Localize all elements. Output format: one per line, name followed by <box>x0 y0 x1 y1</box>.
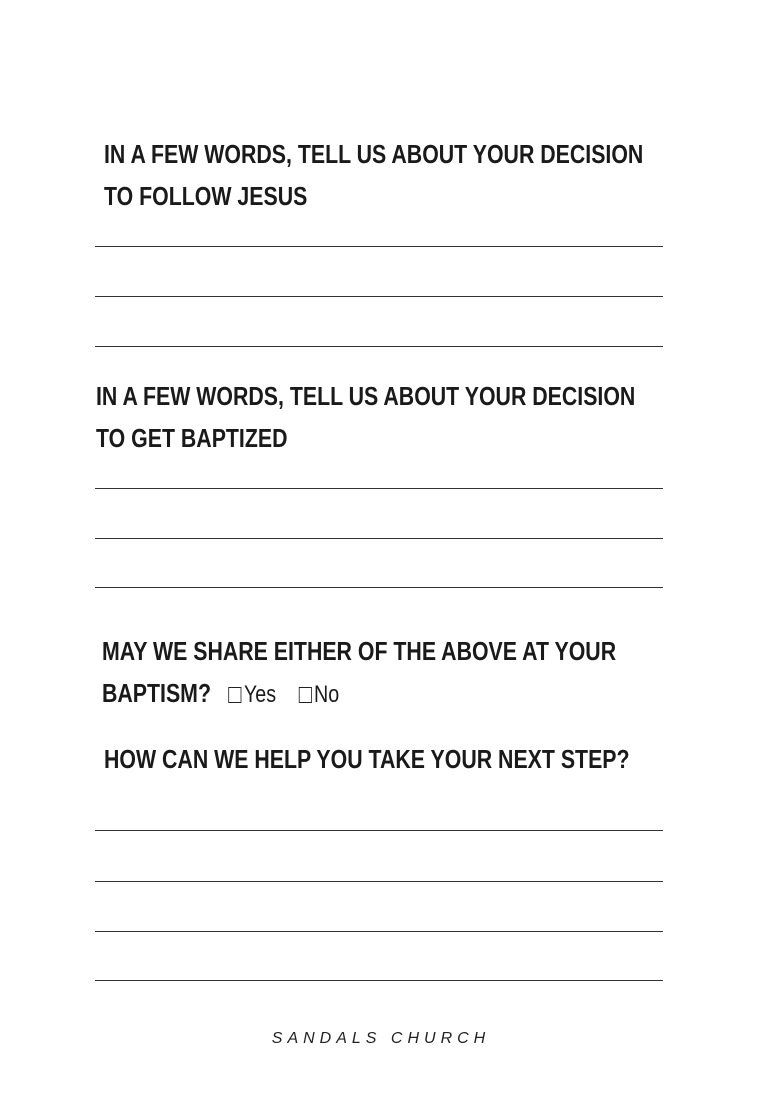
yes-label: Yes <box>243 681 277 708</box>
no-label: No <box>313 681 340 708</box>
question-next-step <box>104 738 630 780</box>
option-no[interactable] <box>298 674 339 716</box>
yes-checkbox[interactable] <box>228 687 241 703</box>
footer-brand: SANDALS CHURCH <box>271 1030 491 1047</box>
question-line: IN A FEW WORDS, TELL US ABOUT YOUR DECISION <box>104 139 644 169</box>
question-line: BAPTISM? <box>102 678 211 708</box>
answer-line-baptized-3[interactable] <box>95 587 663 588</box>
no-checkbox[interactable] <box>298 687 311 703</box>
answer-line-next-step-4[interactable] <box>95 980 663 981</box>
question-line: TO FOLLOW JESUS <box>104 181 308 211</box>
question-follow-jesus <box>104 133 643 217</box>
answer-line-next-step-2[interactable] <box>95 881 663 882</box>
question-line: IN A FEW WORDS, TELL US ABOUT YOUR DECISION <box>96 381 636 411</box>
question-line: MAY WE SHARE EITHER OF THE ABOVE AT YOUR <box>102 636 617 666</box>
answer-line-baptized-2[interactable] <box>95 538 663 539</box>
option-yes[interactable] <box>228 674 276 716</box>
question-line: TO GET BAPTIZED <box>96 423 288 453</box>
answer-line-next-step-3[interactable] <box>95 931 663 932</box>
answer-line-next-step-1[interactable] <box>95 830 663 831</box>
answer-line-follow-jesus-3[interactable] <box>95 346 663 347</box>
question-share-permission <box>102 630 616 716</box>
question-get-baptized <box>96 375 635 459</box>
question-line: HOW CAN WE HELP YOU TAKE YOUR NEXT STEP? <box>104 744 630 774</box>
answer-line-follow-jesus-1[interactable] <box>95 246 663 247</box>
answer-line-follow-jesus-2[interactable] <box>95 296 663 297</box>
answer-line-baptized-1[interactable] <box>95 488 663 489</box>
